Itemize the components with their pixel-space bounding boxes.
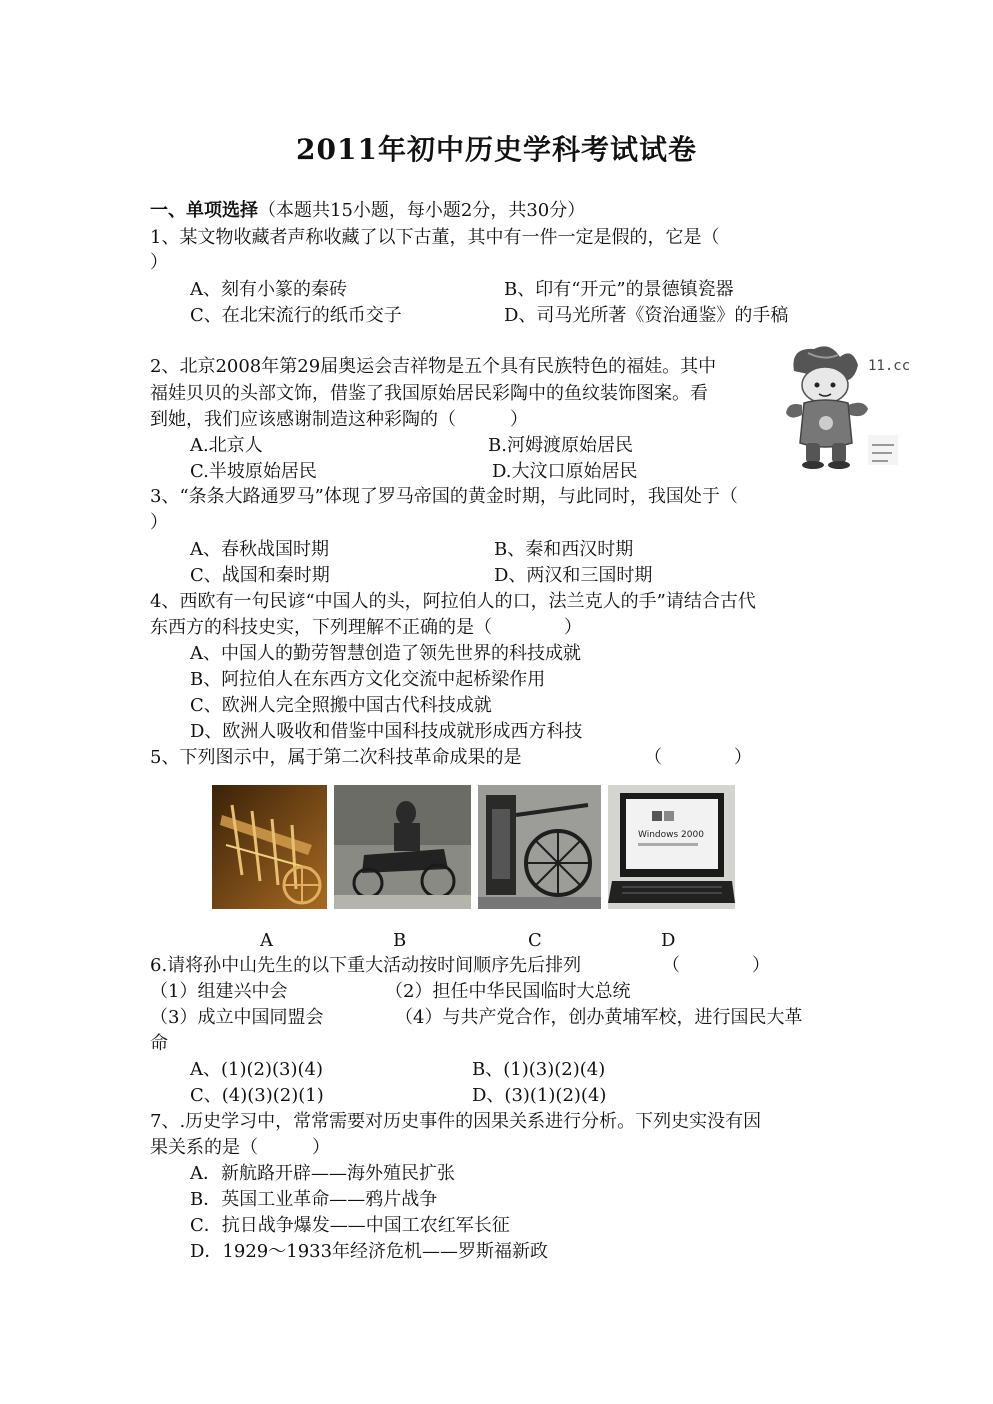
q2-option-c: C.半坡原始居民 (190, 461, 317, 482)
q3-option-c: C、战国和秦时期 (190, 565, 330, 586)
q5-label-a: A (260, 930, 273, 951)
page-title: 2011年初中历史学科考试试卷 (296, 133, 697, 166)
section-heading (150, 200, 585, 222)
q7-option-c: C．抗日战争爆发——中国工农红军长征 (190, 1215, 510, 1236)
q3-option-a: A、春秋战国时期 (190, 539, 329, 560)
laptop-screen-text: Windows 2000 (638, 830, 704, 840)
q6-option-c: C、(4)(3)(2)(1) (190, 1085, 324, 1106)
q2-option-b: B.河姆渡原始居民 (488, 435, 633, 456)
q3-option-b: B、秦和西汉时期 (494, 539, 634, 560)
q7-stem-1: 7、.历史学习中，常常需要对历史事件的因果关系进行分析。下列史实没有因 (150, 1111, 762, 1132)
q1-option-d: D、司马光所著《资治通鉴》的手稿 (504, 305, 789, 326)
q3-stem-2: ） (150, 512, 168, 533)
q5-label-b: B (393, 930, 407, 951)
q4-option-c: C、欧洲人完全照搬中国古代科技成就 (190, 695, 492, 716)
q4-option-b: B、阿拉伯人在东西方文化交流中起桥梁作用 (190, 669, 546, 690)
q2-option-a: A.北京人 (190, 435, 263, 456)
q1-option-a: A、刻有小篆的秦砖 (190, 279, 347, 300)
early-automobile-photo (334, 785, 471, 909)
q1-stem-2: ） (150, 252, 168, 273)
q6-option-b: B、(1)(3)(2)(4) (472, 1059, 606, 1080)
mascot-image (780, 343, 911, 471)
q4-option-d: D、欧洲人吸收和借鉴中国科技成就形成西方科技 (190, 721, 583, 742)
q6-option-a: A、(1)(2)(3)(4) (190, 1059, 323, 1080)
q2-stem-1: 2、北京2008年第29届奥运会吉祥物是五个具有民族特色的福娃。其中 (150, 356, 717, 377)
q4-option-a: A、中国人的勤劳智慧创造了领先世界的科技成就 (190, 643, 581, 664)
q5-label-d: D (661, 930, 676, 951)
q2-stem-2: 福娃贝贝的头部文饰，借鉴了我国原始居民彩陶中的鱼纹装饰图案。看 (150, 383, 708, 404)
q4-stem-1: 4、西欧有一句民谚“中国人的头，阿拉伯人的口，法兰克人的手”请结合古代 (150, 591, 756, 612)
q6-item-2: （2）担任中华民国临时大总统 (385, 981, 631, 1002)
section-head: 一、单项选择 (150, 200, 258, 221)
q6-item-1: （1）组建兴中会 (150, 981, 288, 1002)
q4-stem-2: 东西方的科技史实，下列理解不正确的是（ ） (150, 617, 582, 638)
section-note: （本题共15小题，每小题2分，共30分） (258, 200, 586, 221)
q1-option-c: C、在北宋流行的纸币交子 (190, 305, 402, 326)
q6-item-4: （4）与共产党合作，创办黄埔军校，进行国民大革 (395, 1007, 803, 1028)
q1-stem-1: 1、某文物收藏者声称收藏了以下古董，其中有一件一定是假的，它是（ (150, 227, 720, 248)
laptop-computer-photo (608, 785, 735, 909)
mascot-watermark: 11.cc (868, 358, 911, 374)
steam-engine-photo (478, 785, 601, 909)
q6-option-d: D、(3)(1)(2)(4) (472, 1085, 607, 1106)
q3-option-d: D、两汉和三国时期 (494, 565, 653, 586)
q7-option-a: A．新航路开辟——海外殖民扩张 (190, 1163, 455, 1184)
q6-stem: 6.请将孙中山先生的以下重大活动按时间顺序先后排列 (150, 955, 582, 976)
q7-option-b: B．英国工业革命——鸦片战争 (190, 1189, 438, 1210)
q5-label-c: C (528, 930, 542, 951)
spinning-machine-photo (212, 785, 327, 909)
q6-item-3: （3）成立中国同盟会 (150, 1007, 324, 1028)
q2-option-d: D.大汶口原始居民 (492, 461, 638, 482)
q3-stem-1: 3、“条条大路通罗马”体现了罗马帝国的黄金时期，与此同时，我国处于（ (150, 486, 738, 507)
q1-option-b: B、印有“开元”的景德镇瓷器 (504, 279, 734, 300)
q6-answer-paren: （ ） (662, 955, 770, 976)
q7-stem-2: 果关系的是（ ） (150, 1137, 330, 1158)
q5-stem: 5、下列图示中，属于第二次科技革命成果的是 (150, 747, 522, 768)
q5-answer-paren: （ ） (644, 747, 752, 768)
q6-item-4-cont: 命 (150, 1033, 168, 1054)
q2-stem-3: 到她，我们应该感谢制造这种彩陶的（ ） (150, 409, 528, 430)
q7-option-d: D．1929～1933年经济危机——罗斯福新政 (190, 1241, 549, 1262)
